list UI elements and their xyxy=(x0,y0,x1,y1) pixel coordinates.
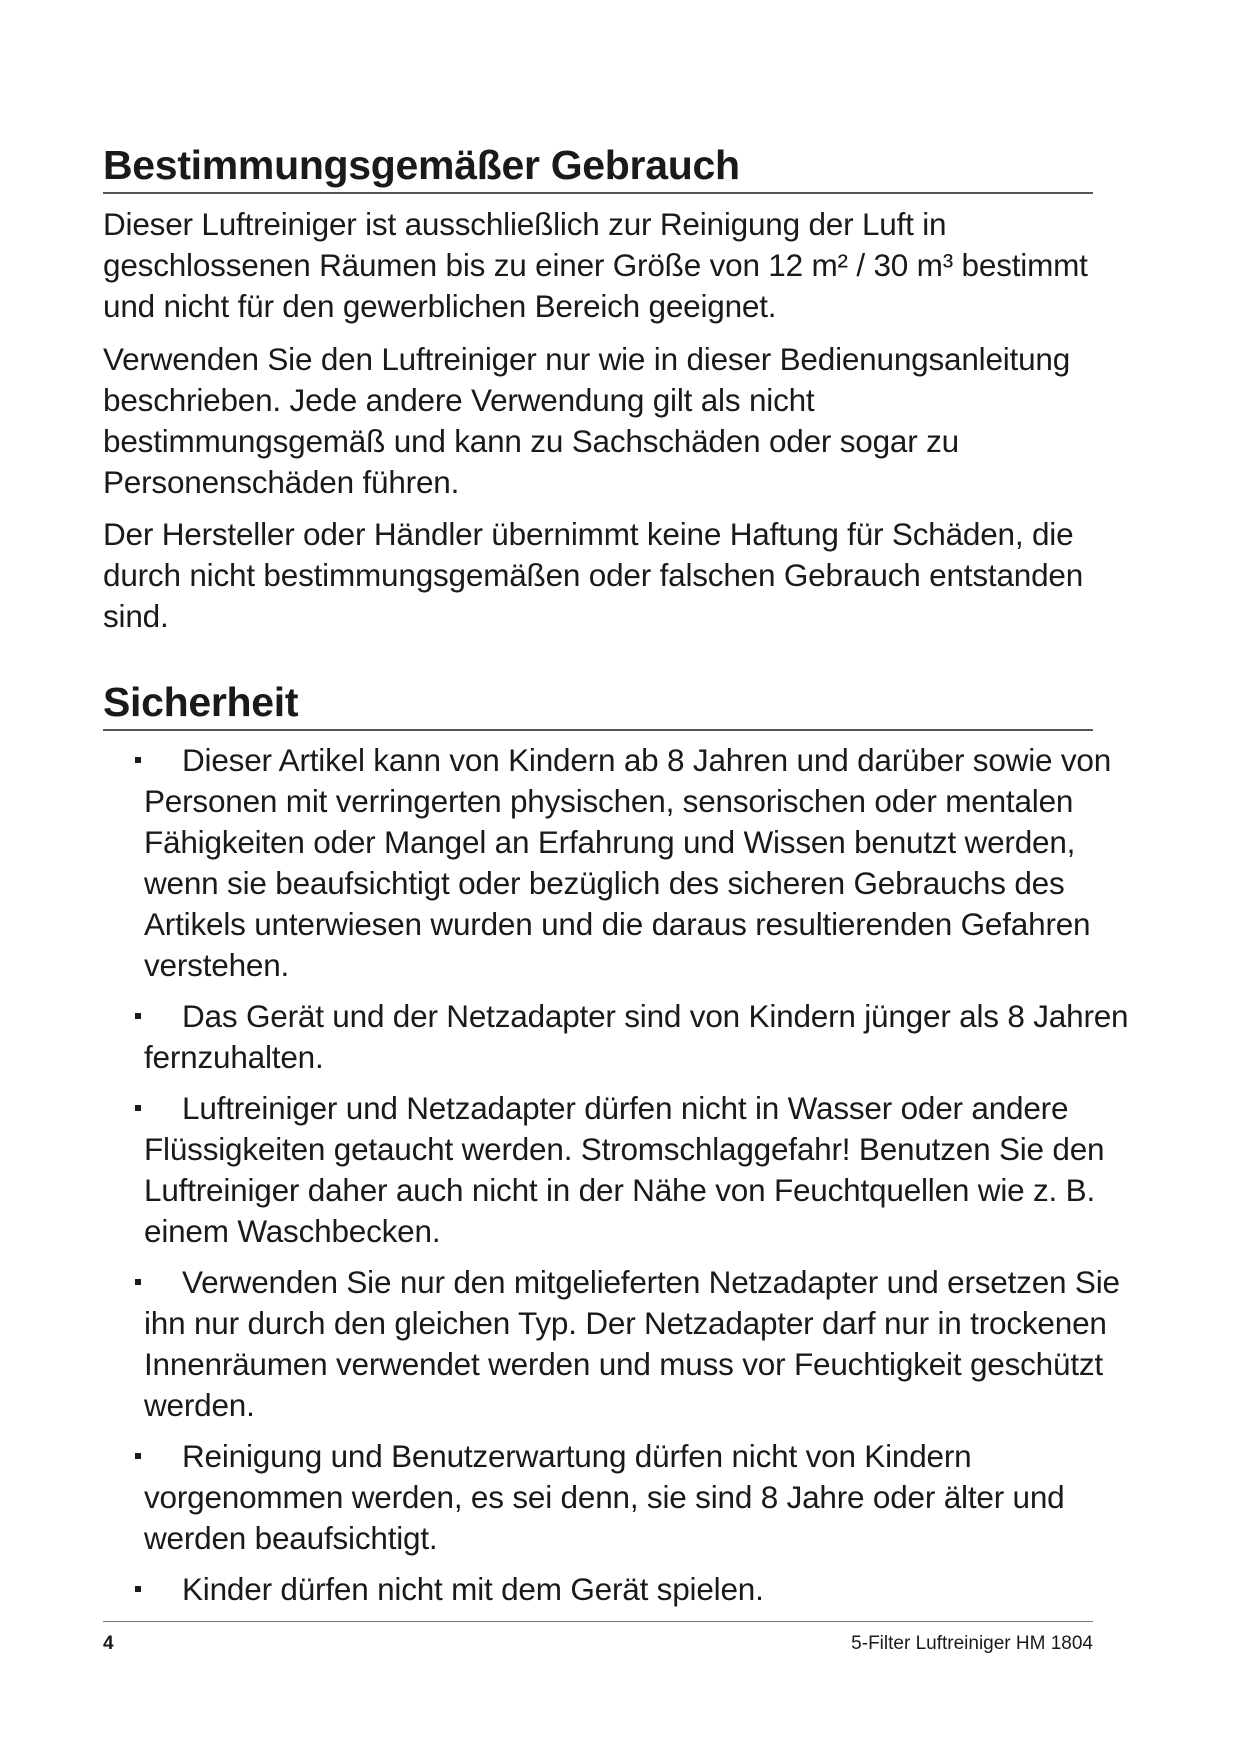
section-title-safety: Sicherheit xyxy=(103,677,1093,731)
bullet-icon xyxy=(135,1586,141,1592)
footer-product-title: 5-Filter Luftreiniger HM 1804 xyxy=(851,1633,1093,1654)
list-item xyxy=(0,1436,1139,1559)
footer-divider xyxy=(103,1621,1093,1622)
list-item xyxy=(0,1088,1139,1252)
intended-use-paragraph: Dieser Luftreiniger ist ausschließlich zur Reinigung der Luft in geschlossenen Räumen bis zu einer Größe von 12 m² / 30 m³ bestimmt und nicht für den gewerblichen Bereich geeignet. xyxy=(103,206,1088,324)
bullet-icon xyxy=(135,1105,141,1111)
safety-list xyxy=(0,740,1241,1620)
intended-use-paragraph: Verwenden Sie den Luftreiniger nur wie in dieser Bedienungsanleitung beschrieben. Jede andere Verwendung gilt als nicht bestimmungsgemäß und kann zu Sachschäden oder sogar zu Personenschäden führen. xyxy=(103,341,1071,500)
list-item xyxy=(0,996,1139,1078)
list-item-text: Reinigung und Benutzerwartung dürfen nicht von Kindern vorgenommen werden, es sei denn, sie sind 8 Jahre oder älter und werden beaufsichtigt. xyxy=(144,1438,1065,1556)
list-item xyxy=(0,1569,1139,1610)
intended-use-paragraph: Der Hersteller oder Händler übernimmt keine Haftung für Schäden, die durch nicht bestimmungsgemäßen oder falschen Gebrauch entstanden sind. xyxy=(103,516,1084,634)
list-item-text: Verwenden Sie nur den mitgelieferten Netzadapter und ersetzen Sie ihn nur durch den gleichen Typ. Der Netzadapter darf nur in trockenen Innenräumen verwendet werden und muss vor Feuchtigkeit geschützt werden. xyxy=(144,1264,1120,1423)
list-item xyxy=(0,740,1139,986)
section-title-intended-use: Bestimmungsgemäßer Gebrauch xyxy=(103,140,1093,194)
bullet-icon xyxy=(135,1279,141,1285)
list-item-text: Das Gerät und der Netzadapter sind von Kindern jünger als 8 Jahren fernzuhalten. xyxy=(144,998,1129,1075)
page-number: 4 xyxy=(103,1633,114,1654)
bullet-icon xyxy=(135,1013,141,1019)
bullet-icon xyxy=(135,1453,141,1459)
list-item-text: Kinder dürfen nicht mit dem Gerät spielen. xyxy=(182,1571,764,1607)
bullet-icon xyxy=(135,757,141,763)
list-item xyxy=(0,1262,1139,1426)
list-item-text: Dieser Artikel kann von Kindern ab 8 Jahren und darüber sowie von Personen mit verringerten physischen, sensorischen oder mentalen Fähigkeiten oder Mangel an Erfahrung und Wissen benutzt werden, wenn sie beaufsichtigt oder bezüglich des sicheren Gebrauchs des Artikels unterwiesen wurden und die daraus resultierenden Gefahren verstehen. xyxy=(144,742,1112,983)
list-item-text: Luftreiniger und Netzadapter dürfen nicht in Wasser oder andere Flüssigkeiten getaucht werden. Stromschlaggefahr! Benutzen Sie den Luftreiniger daher auch nicht in der Nähe von Feuchtquellen wie z. B. einem Waschbecken. xyxy=(144,1090,1105,1249)
